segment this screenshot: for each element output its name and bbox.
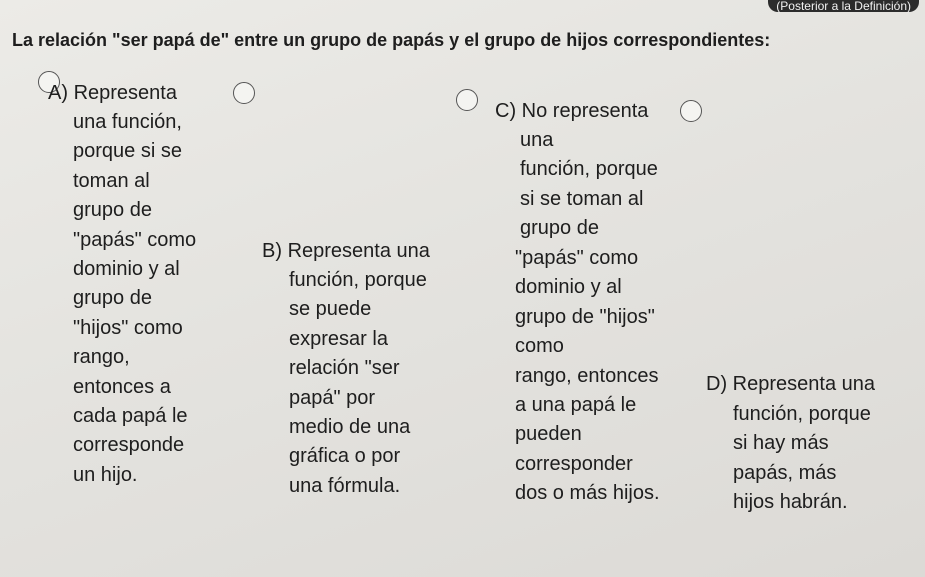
option-a-line: toman al xyxy=(73,169,150,192)
option-a[interactable] xyxy=(48,79,177,108)
option-a-line: rango, xyxy=(73,346,130,369)
option-b-line: una fórmula. xyxy=(289,474,401,497)
option-a-line: cada papá le xyxy=(73,405,188,428)
option-c-line: función, porque xyxy=(520,158,658,181)
option-d-line: papás, más xyxy=(733,461,837,484)
option-c-line: pueden xyxy=(515,423,582,446)
option-c-line: No representa xyxy=(521,100,649,122)
option-d-body xyxy=(733,400,871,518)
option-a-line: grupo de xyxy=(73,287,152,310)
option-a-line: una función, xyxy=(73,111,182,133)
header-tab: (Posterior a la Definición) xyxy=(768,0,919,12)
option-c-line: "papás" como xyxy=(515,247,639,269)
option-d-line: Representa una xyxy=(732,373,875,395)
option-d-line: hijos habrán. xyxy=(733,491,848,514)
option-a-line: Representa xyxy=(73,82,177,104)
option-a-line: corresponde xyxy=(73,434,185,457)
option-a-line: grupo de xyxy=(73,199,152,222)
option-c-line: como xyxy=(515,335,564,358)
option-d-letter: D) xyxy=(706,373,728,395)
option-a-body xyxy=(73,108,196,490)
option-a-line: un hijo. xyxy=(73,463,138,486)
option-c-answer-circle[interactable] xyxy=(680,100,702,122)
option-d-line: función, porque xyxy=(733,403,871,425)
option-c-line: a una papá le xyxy=(515,394,637,417)
option-c-line: dominio y al xyxy=(515,276,622,299)
option-b-body xyxy=(289,266,427,501)
option-c-line: dos o más hijos. xyxy=(515,482,660,505)
option-b-letter: B) xyxy=(262,240,282,262)
option-c-body xyxy=(520,126,658,244)
option-c-line: si se toman al xyxy=(520,187,644,210)
option-b-line: medio de una xyxy=(289,416,411,439)
option-b-line: Representa una xyxy=(287,240,430,262)
option-a-line: "papás" como xyxy=(73,228,197,251)
option-a-answer-circle[interactable] xyxy=(233,82,255,104)
option-a-letter: A) xyxy=(48,82,68,104)
option-a-line: entonces a xyxy=(73,375,171,398)
option-c-line: rango, entonces xyxy=(515,364,659,387)
option-d-line: si hay más xyxy=(733,432,829,455)
option-a-line: porque si se xyxy=(73,140,182,163)
option-b-line: función, porque xyxy=(289,269,427,291)
option-b-line: expresar la xyxy=(289,327,388,350)
option-c-radio[interactable] xyxy=(456,89,478,111)
option-c-line: grupo de "hijos" xyxy=(515,305,655,328)
option-c-body-2 xyxy=(515,244,660,509)
option-c-letter: C) xyxy=(495,100,517,122)
option-c[interactable] xyxy=(495,97,648,126)
option-b-line: gráfica o por xyxy=(289,445,401,468)
option-c-line: una xyxy=(520,129,554,151)
option-a-line: dominio y al xyxy=(73,258,180,281)
option-b-line: relación "ser xyxy=(289,357,400,380)
option-b[interactable] xyxy=(262,237,430,266)
option-d[interactable] xyxy=(706,370,875,399)
question-text: La relación "ser papá de" entre un grupo de papás y el grupo de hijos correspondientes: xyxy=(12,30,771,50)
option-b-line: papá" por xyxy=(289,386,376,409)
option-c-line: grupo de xyxy=(520,217,599,240)
option-a-line: "hijos" como xyxy=(73,316,183,339)
option-b-line: se puede xyxy=(289,298,372,321)
option-c-line: corresponder xyxy=(515,452,633,475)
